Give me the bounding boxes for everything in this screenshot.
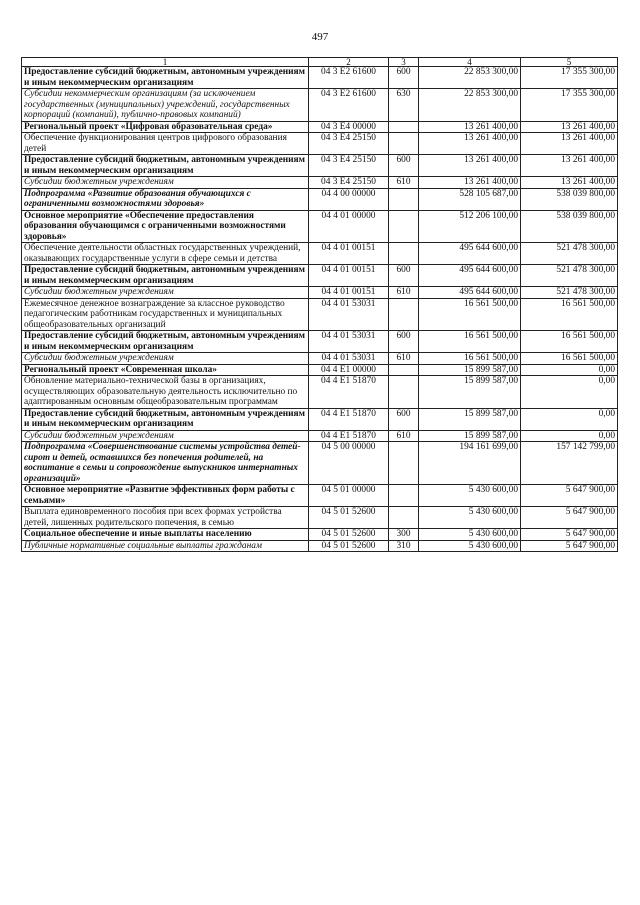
row-code-cell: 04 5 00 00000 <box>309 442 389 485</box>
row-expense-type-cell: 600 <box>389 331 419 353</box>
table-row <box>22 430 618 442</box>
row-amount-2024-cell: 538 039 800,00 <box>521 188 618 210</box>
row-code-cell: 04 4 E1 00000 <box>309 364 389 376</box>
row-expense-type-cell: 600 <box>389 67 419 89</box>
row-expense-type-cell <box>389 121 419 133</box>
budget-table <box>21 57 618 552</box>
row-name-cell: Субсидии некоммерческим организациям (за исключением государственных (муниципальных) учреждений, государственных корпораций (компаний), публично-правовых компаний) <box>22 89 309 122</box>
row-code-cell: 04 4 01 00000 <box>309 210 389 243</box>
row-code-cell: 04 3 E4 25150 <box>309 155 389 177</box>
row-code-cell: 04 4 01 00151 <box>309 265 389 287</box>
row-expense-type-cell <box>389 507 419 529</box>
row-amount-2024-cell: 13 261 400,00 <box>521 177 618 189</box>
row-expense-type-cell <box>389 298 419 331</box>
row-amount-2024-cell: 5 647 900,00 <box>521 485 618 507</box>
row-amount-2023-cell: 194 161 699,00 <box>419 442 521 485</box>
row-amount-2023-cell: 22 853 300,00 <box>419 89 521 122</box>
row-amount-2023-cell: 16 561 500,00 <box>419 298 521 331</box>
table-row <box>22 507 618 529</box>
table-row <box>22 243 618 265</box>
table-row <box>22 485 618 507</box>
row-code-cell: 04 4 01 53031 <box>309 353 389 365</box>
table-row <box>22 331 618 353</box>
row-name-cell: Субсидии бюджетным учреждениям <box>22 177 309 189</box>
row-name-cell: Субсидии бюджетным учреждениям <box>22 353 309 365</box>
row-name-cell: Предоставление субсидий бюджетным, автономным учреждениям и иным некоммерческим организациям <box>22 67 309 89</box>
row-code-cell: 04 3 E2 61600 <box>309 67 389 89</box>
row-amount-2023-cell: 5 430 600,00 <box>419 485 521 507</box>
row-amount-2023-cell: 5 430 600,00 <box>419 507 521 529</box>
row-code-cell: 04 4 01 53031 <box>309 331 389 353</box>
row-amount-2024-cell: 521 478 300,00 <box>521 265 618 287</box>
row-amount-2024-cell: 17 355 300,00 <box>521 89 618 122</box>
row-expense-type-cell <box>389 376 419 409</box>
row-name-cell: Субсидии бюджетным учреждениям <box>22 430 309 442</box>
row-expense-type-cell: 600 <box>389 265 419 287</box>
row-expense-type-cell: 600 <box>389 408 419 430</box>
table-row <box>22 442 618 485</box>
row-name-cell: Региональный проект «Современная школа» <box>22 364 309 376</box>
row-name-cell: Ежемесячное денежное вознаграждение за классное руководство педагогическим работникам государственных и муниципальных общеобразовательных организаций <box>22 298 309 331</box>
row-code-cell: 04 5 01 52600 <box>309 540 389 552</box>
table-row <box>22 89 618 122</box>
row-amount-2023-cell: 16 561 500,00 <box>419 353 521 365</box>
row-name-cell: Региональный проект «Цифровая образовательная среда» <box>22 121 309 133</box>
table-row <box>22 265 618 287</box>
table-row <box>22 188 618 210</box>
row-name-cell: Социальное обеспечение и иные выплаты населению <box>22 529 309 541</box>
row-name-cell: Предоставление субсидий бюджетным, автономным учреждениям и иным некоммерческим организациям <box>22 265 309 287</box>
row-amount-2023-cell: 5 430 600,00 <box>419 529 521 541</box>
row-amount-2023-cell: 22 853 300,00 <box>419 67 521 89</box>
row-amount-2023-cell: 528 105 687,00 <box>419 188 521 210</box>
row-amount-2024-cell: 521 478 300,00 <box>521 243 618 265</box>
row-code-cell: 04 4 00 00000 <box>309 188 389 210</box>
row-amount-2023-cell: 495 644 600,00 <box>419 243 521 265</box>
row-expense-type-cell: 630 <box>389 89 419 122</box>
row-amount-2023-cell: 13 261 400,00 <box>419 133 521 155</box>
row-amount-2024-cell: 5 647 900,00 <box>521 507 618 529</box>
table-row <box>22 155 618 177</box>
row-name-cell: Предоставление субсидий бюджетным, автономным учреждениям и иным некоммерческим организациям <box>22 155 309 177</box>
page-number: 497 <box>311 31 329 43</box>
row-expense-type-cell <box>389 243 419 265</box>
row-code-cell: 04 4 E1 51870 <box>309 408 389 430</box>
row-name-cell: Основное мероприятие «Обеспечение предоставления образования обучающимся с ограниченными возможностями здоровья» <box>22 210 309 243</box>
row-amount-2024-cell: 521 478 300,00 <box>521 287 618 299</box>
row-expense-type-cell: 610 <box>389 353 419 365</box>
row-amount-2024-cell: 0,00 <box>521 376 618 409</box>
row-amount-2023-cell: 495 644 600,00 <box>419 265 521 287</box>
row-amount-2023-cell: 13 261 400,00 <box>419 121 521 133</box>
row-amount-2024-cell: 0,00 <box>521 364 618 376</box>
row-amount-2023-cell: 15 899 587,00 <box>419 408 521 430</box>
row-code-cell: 04 4 01 53031 <box>309 298 389 331</box>
row-amount-2024-cell: 538 039 800,00 <box>521 210 618 243</box>
row-amount-2024-cell: 5 647 900,00 <box>521 529 618 541</box>
row-code-cell: 04 4 01 00151 <box>309 243 389 265</box>
table-row <box>22 67 618 89</box>
row-expense-type-cell <box>389 188 419 210</box>
row-amount-2023-cell: 15 899 587,00 <box>419 376 521 409</box>
row-amount-2024-cell: 17 355 300,00 <box>521 67 618 89</box>
row-expense-type-cell: 600 <box>389 155 419 177</box>
header-col-3: 3 <box>389 58 419 67</box>
row-name-cell: Выплата единовременного пособия при всех формах устройства детей, лишенных родительского попечения, в семью <box>22 507 309 529</box>
row-name-cell: Обновление материально-технической базы в организациях, осуществляющих образовательную деятельность исключительно по адаптированным основным общеобразовательным программам <box>22 376 309 409</box>
row-amount-2023-cell: 16 561 500,00 <box>419 331 521 353</box>
row-code-cell: 04 3 E4 25150 <box>309 177 389 189</box>
row-expense-type-cell: 610 <box>389 430 419 442</box>
row-code-cell: 04 4 E1 51870 <box>309 430 389 442</box>
header-col-4: 4 <box>419 58 521 67</box>
row-name-cell: Предоставление субсидий бюджетным, автономным учреждениям и иным некоммерческим организациям <box>22 331 309 353</box>
table-body <box>22 67 618 552</box>
row-amount-2024-cell: 0,00 <box>521 430 618 442</box>
row-code-cell: 04 5 01 52600 <box>309 507 389 529</box>
table-row <box>22 177 618 189</box>
row-amount-2023-cell: 15 899 587,00 <box>419 364 521 376</box>
table-row <box>22 376 618 409</box>
row-expense-type-cell <box>389 442 419 485</box>
header-col-5: 5 <box>521 58 618 67</box>
row-expense-type-cell <box>389 133 419 155</box>
row-expense-type-cell: 300 <box>389 529 419 541</box>
table-row <box>22 364 618 376</box>
row-expense-type-cell: 310 <box>389 540 419 552</box>
row-code-cell: 04 3 E4 00000 <box>309 121 389 133</box>
row-code-cell: 04 4 E1 51870 <box>309 376 389 409</box>
row-amount-2024-cell: 157 142 799,00 <box>521 442 618 485</box>
row-amount-2023-cell: 512 206 100,00 <box>419 210 521 243</box>
row-code-cell: 04 3 E2 61600 <box>309 89 389 122</box>
header-col-1: 1 <box>22 58 309 67</box>
row-amount-2024-cell: 0,00 <box>521 408 618 430</box>
row-name-cell: Предоставление субсидий бюджетным, автономным учреждениям и иным некоммерческим организациям <box>22 408 309 430</box>
row-expense-type-cell: 610 <box>389 287 419 299</box>
row-amount-2024-cell: 13 261 400,00 <box>521 155 618 177</box>
row-code-cell: 04 5 01 00000 <box>309 485 389 507</box>
row-amount-2023-cell: 13 261 400,00 <box>419 177 521 189</box>
table-row <box>22 133 618 155</box>
row-expense-type-cell <box>389 485 419 507</box>
table-row <box>22 298 618 331</box>
row-name-cell: Субсидии бюджетным учреждениям <box>22 287 309 299</box>
table-row <box>22 408 618 430</box>
row-expense-type-cell: 610 <box>389 177 419 189</box>
row-expense-type-cell <box>389 364 419 376</box>
row-code-cell: 04 5 01 52600 <box>309 529 389 541</box>
table-row <box>22 121 618 133</box>
row-amount-2024-cell: 16 561 500,00 <box>521 353 618 365</box>
row-name-cell: Подпрограмма «Развитие образования обучающихся с ограниченными возможностями здоровья» <box>22 188 309 210</box>
row-code-cell: 04 4 01 00151 <box>309 287 389 299</box>
table-row <box>22 287 618 299</box>
table-header-row <box>22 58 618 67</box>
row-expense-type-cell <box>389 210 419 243</box>
header-col-2: 2 <box>309 58 389 67</box>
row-name-cell: Основное мероприятие «Развитие эффективных форм работы с семьями» <box>22 485 309 507</box>
row-name-cell: Обеспечение деятельности областных государственных учреждений, оказывающих государственные услуги в сфере семьи и детства <box>22 243 309 265</box>
table-row <box>22 540 618 552</box>
row-name-cell: Публичные нормативные социальные выплаты гражданам <box>22 540 309 552</box>
row-amount-2023-cell: 13 261 400,00 <box>419 155 521 177</box>
table-row <box>22 529 618 541</box>
row-amount-2024-cell: 13 261 400,00 <box>521 133 618 155</box>
row-amount-2024-cell: 16 561 500,00 <box>521 298 618 331</box>
row-amount-2024-cell: 5 647 900,00 <box>521 540 618 552</box>
table-row <box>22 210 618 243</box>
table-row <box>22 353 618 365</box>
row-name-cell: Обеспечение функционирования центров цифрового образования детей <box>22 133 309 155</box>
row-amount-2024-cell: 13 261 400,00 <box>521 121 618 133</box>
row-amount-2024-cell: 16 561 500,00 <box>521 331 618 353</box>
row-amount-2023-cell: 495 644 600,00 <box>419 287 521 299</box>
row-amount-2023-cell: 5 430 600,00 <box>419 540 521 552</box>
row-code-cell: 04 3 E4 25150 <box>309 133 389 155</box>
row-amount-2023-cell: 15 899 587,00 <box>419 430 521 442</box>
row-name-cell: Подпрограмма «Совершенствование системы устройства детей-сирот и детей, оставшихся без попечения родителей, на воспитание в семьи и сопровождение выпускников интернатных организаций» <box>22 442 309 485</box>
